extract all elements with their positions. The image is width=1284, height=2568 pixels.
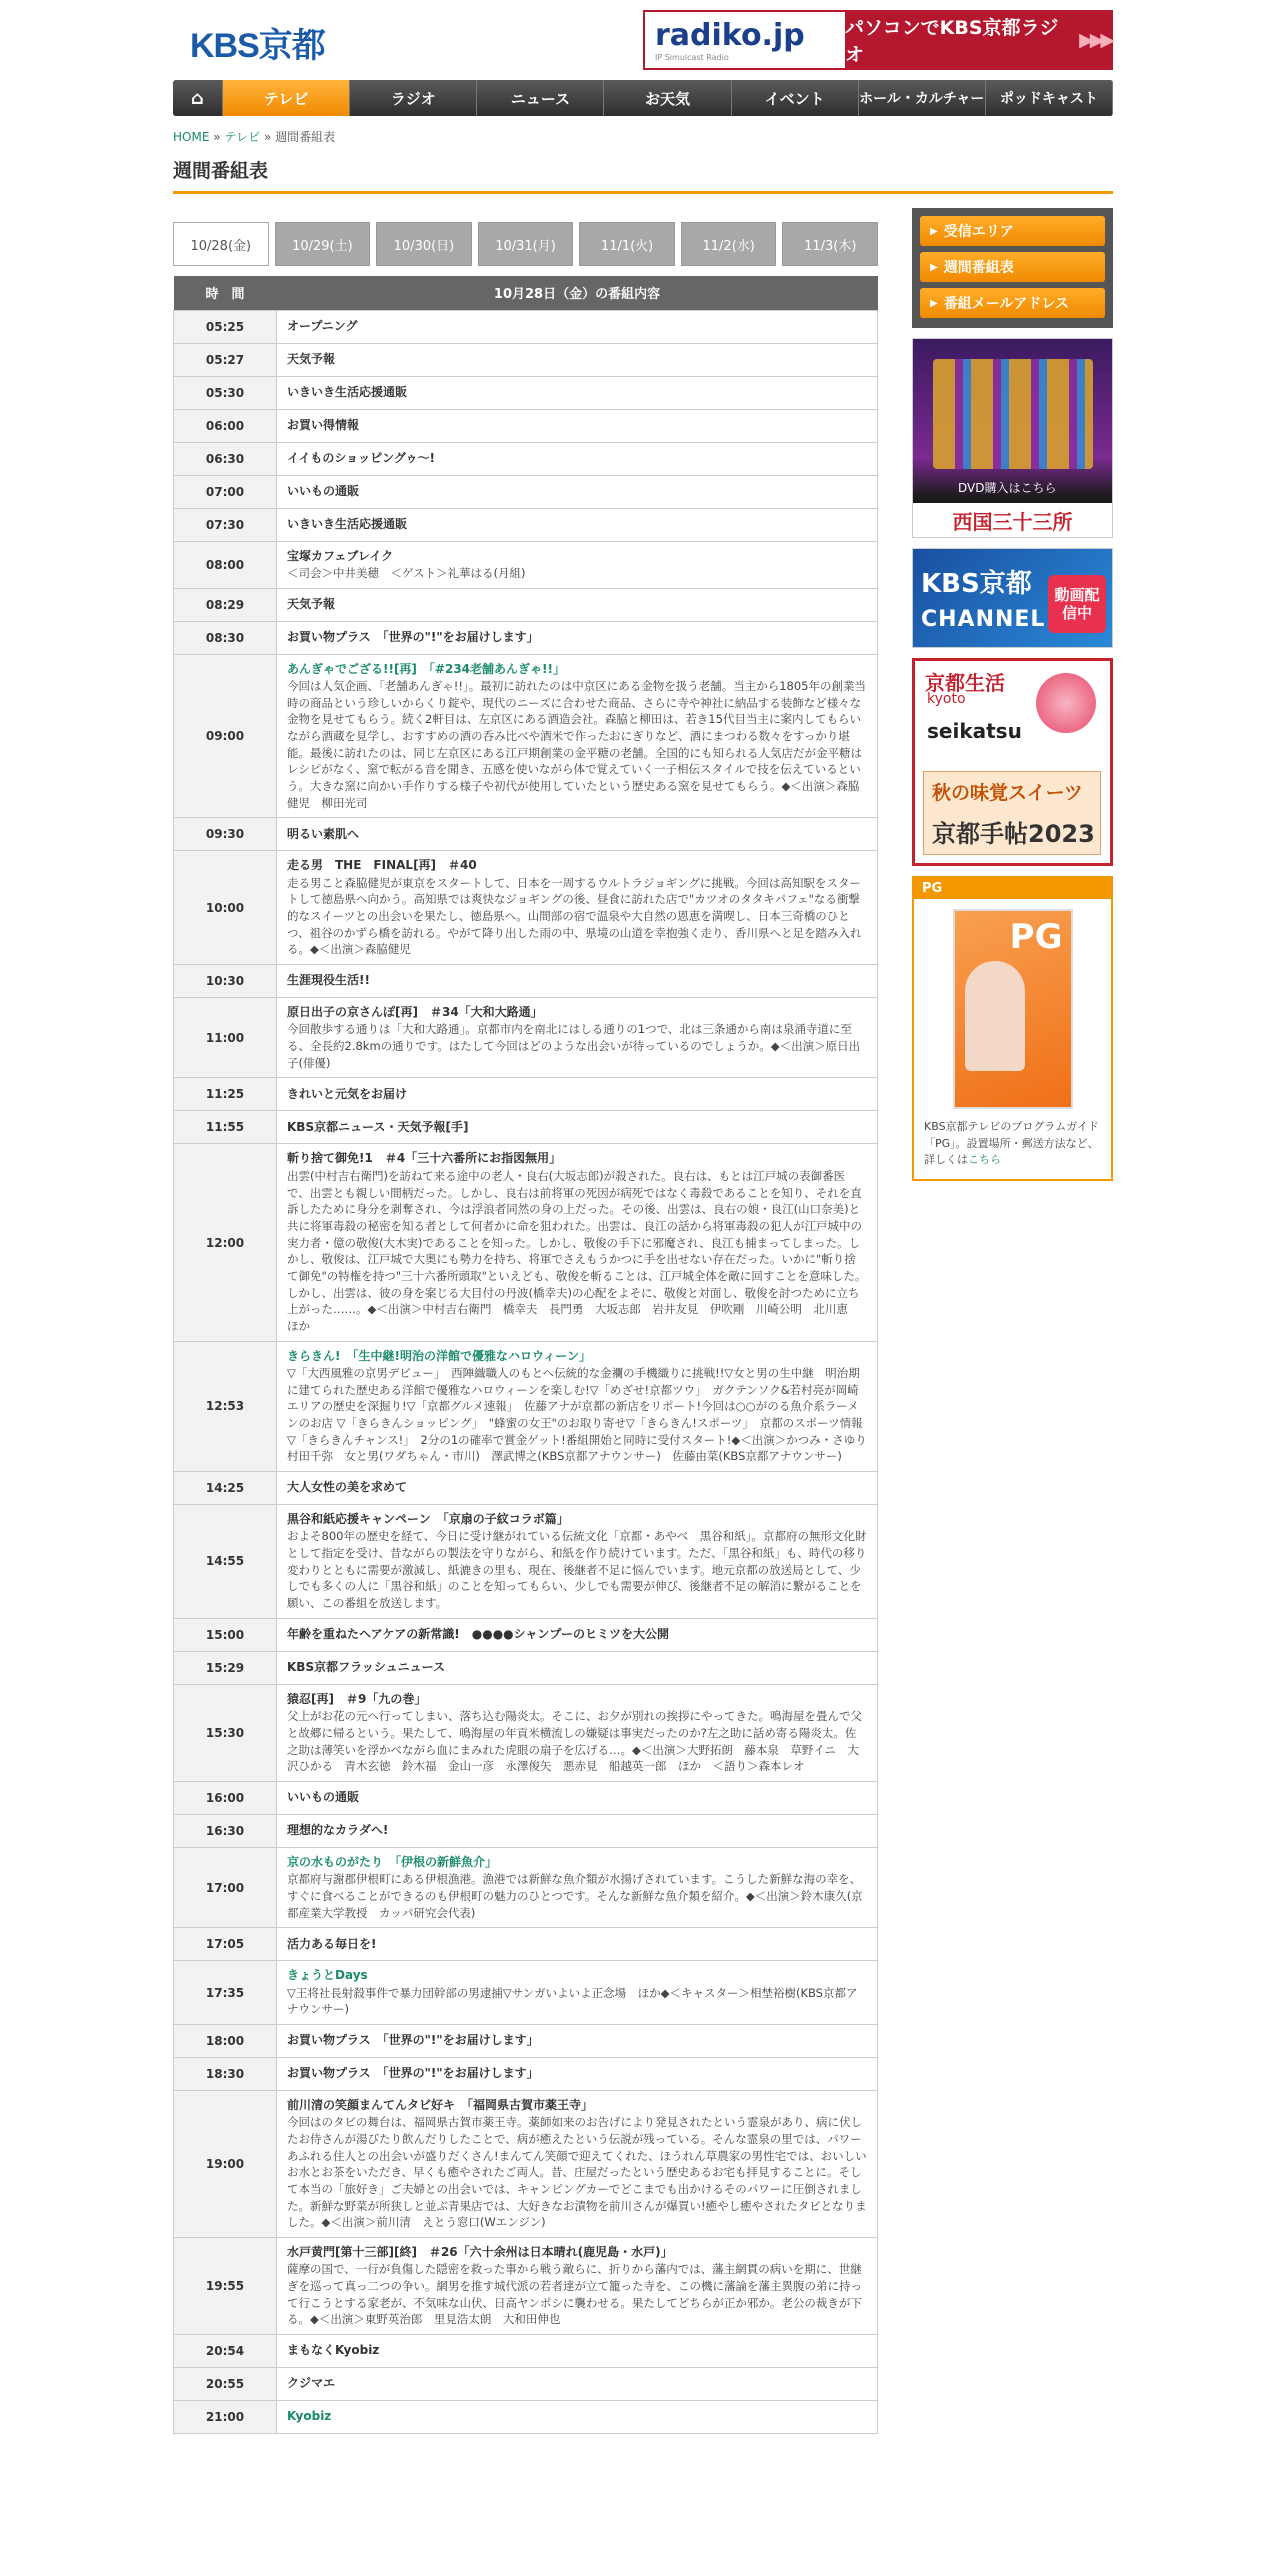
program-time: 06:00 (174, 409, 277, 442)
program-cell (277, 965, 878, 998)
nav-tv[interactable]: テレビ (223, 80, 350, 116)
program-time: 17:05 (174, 1928, 277, 1961)
program-cell (277, 2238, 878, 2335)
table-row (174, 1111, 878, 1144)
sidebar (912, 208, 1113, 1181)
date-tab[interactable]: 11/1(火) (579, 222, 675, 266)
program-cell (277, 1847, 878, 1927)
table-row (174, 588, 878, 621)
table-row (174, 508, 878, 541)
program-title[interactable]: 京の水ものがたり 「伊根の新鮮魚介」 (287, 1854, 498, 1869)
program-title: 走る男 THE FINAL[再] ＃40 (287, 858, 477, 873)
side-btn-label: 番組メールアドレス (943, 296, 1070, 312)
table-row (174, 376, 878, 409)
program-cell (277, 376, 878, 409)
program-time: 15:30 (174, 1684, 277, 1781)
weekly-schedule-button[interactable] (920, 252, 1105, 282)
radiko-logo (645, 12, 845, 68)
breadcrumb-tv[interactable]: テレビ (224, 130, 261, 144)
date-tab[interactable]: 10/29(土) (275, 222, 371, 266)
nav-hall-culture[interactable]: ホール・カルチャー (859, 80, 986, 116)
program-time: 07:30 (174, 508, 277, 541)
program-cell (277, 851, 878, 965)
program-title: きれいと元気をお届け (287, 1086, 408, 1101)
radiko-sub-text: IP Simulcast Radio (655, 53, 729, 62)
radiko-caption: パソコンでKBS京都ラジオ (845, 17, 1059, 66)
schedule-body (174, 310, 878, 2434)
date-tab[interactable]: 10/31(月) (478, 222, 574, 266)
breadcrumb-sep: » (260, 130, 276, 144)
table-row (174, 1814, 878, 1847)
program-title[interactable]: きらきん! 「生中継!明治の洋館で優雅なハロウィーン」 (287, 1348, 591, 1363)
program-description: 出雲(中村吉右衛門)を訪ねて来る途中の老人・良右(大坂志郎)が殺された。良右は、もとは江戸城の表御番医で、出雲とも親しい間柄だった。しかし、良右は前将軍の死因が病死ではなく毒殺であることを知り、それを直訴したために身分を剥奪され、今は浮浪者同然の身の上だった。その後、出雲は、良右の娘・良江(山口奈美)と共に将軍毒殺の秘密を知る者として何者かに命を狙われた。出雲は、良江の話から将軍毒殺の犯人が江戸城中の実力者・億の敬俊(大木実)であることを知った。しかし、敬俊の手下に邪魔され、良江も捕まってしまった。しかし、敬俊は、江戸城で大奥にも勢力を持ち、将軍でさえもうかつに手を出せない存在だった。いかに"斬り捨て御免"の特権を持つ"三十六番所頭取"といえども、敬俊を斬ることは、江戸城全体を敵に回すことを意味した。しかし、出雲は、彼の身を案じる大目付の丹波(橋幸夫)の心配をよそに、敬俊と対面し、敬俊を討つために立ち上がった……。◆＜出演＞中村吉右衛門 橋幸夫 長門勇 大坂志郎 岩井友見 伊吹剛 川崎公明 北川恵 ほか (287, 1168, 867, 1333)
program-time: 08:29 (174, 588, 277, 621)
kyoto-seikatsu-banner[interactable] (912, 658, 1113, 866)
channel-label: CHANNEL (921, 607, 1046, 632)
table-row (174, 2024, 878, 2057)
breadcrumb-home[interactable]: HOME (173, 130, 210, 144)
program-title: クジマエ (287, 2376, 336, 2391)
program-time: 10:00 (174, 851, 277, 965)
program-time: 19:00 (174, 2090, 277, 2237)
nav-radio[interactable]: ラジオ (350, 80, 477, 116)
program-cell (277, 654, 878, 818)
program-cell (277, 2057, 878, 2090)
program-title: 明るい素肌へ (287, 826, 360, 841)
date-tabs (173, 222, 878, 266)
program-title: 黒谷和紙応援キャンペーン 「京扇の子紋コラボ篇」 (287, 1512, 569, 1527)
program-cell (277, 818, 878, 851)
program-time: 11:25 (174, 1078, 277, 1111)
program-description: ▽王将社長射殺事件で暴力団幹部の男逮捕▽サンガいよいよ正念場 ほか◆＜キャスター＞相埜裕樹(KBS京都アナウンサー) (287, 1985, 858, 2017)
table-row (174, 2335, 878, 2368)
radiko-text (845, 12, 1111, 68)
program-cell (277, 1651, 878, 1684)
program-description: 走る男こと森脇健児が東京をスタートして、日本を一周するウルトラジョギングに挑戦。今回は高知駅をスタートして徳島県へ向かう。高知県では爽快なジョギングの後、昼食に訪れた店で"カツオのタタキパフェ"なる衝撃的なスイーツとの出会いを果たし、徳島県へ。山間部の宿で温泉や大自然の恩恵を満喫し、日本三奇橋のひとつ、祖谷のかずら橋を訪れる。やがて降り出した雨の中、県境の山道を幸抱強く走り、香川県へと足を踏み入れる。◆＜出演＞森脇健児 (287, 875, 862, 957)
table-row (174, 2090, 878, 2237)
reception-area-button[interactable] (920, 216, 1105, 246)
table-row (174, 475, 878, 508)
table-row (174, 1144, 878, 1341)
table-row (174, 851, 878, 965)
program-title: 斬り捨て御免!1 ＃4「三十六番所にお指図無用」 (287, 1151, 562, 1166)
table-row (174, 541, 878, 588)
program-cell (277, 2024, 878, 2057)
program-description: ▽「大西風雅の京男デビュー」 西陣織職人のもとへ伝統的な金襴の手機織りに挑戦!!▽女と男の生中継 明治期に建てられた歴史ある洋館で優雅なハロウィーンを楽しむ!▽「めざせ!京都ツウ」 ガクテンソク&若村亮が岡崎エリアの歴史を深掘り!▽「京都グルメ速報」 佐藤アナが京都の新店をリポート!今回は○○がのる魚介系ラーメンのお店 ▽「きらきんショッピング」 "蜂蜜の女王"のお取り寄せ▽「きらきん!スポーツ」 京都のスポーツ情報▽「きらきんチャンス!」 2分の1の確率で賞金ゲット!番組開始と同時に受付スタート!◆＜出演＞かつみ・さゆり 村田千弥 女と男(ワダちゃん・市川) 澤武博之(KBS京都アナウンサー) 佐藤由菜(KBS京都アナウンサー) (287, 1365, 879, 1464)
program-cell (277, 1684, 878, 1781)
program-cell (277, 1111, 878, 1144)
saigoku-name: 西国三十三所 (913, 503, 1112, 537)
table-row (174, 1781, 878, 1814)
program-title: お買い物プラス 「世界の"!"をお届けします」 (287, 629, 539, 644)
program-cell (277, 310, 878, 343)
triangle-right-icon: ▶ (930, 261, 938, 273)
program-title: いいもの通販 (287, 1790, 360, 1805)
program-time: 17:35 (174, 1961, 277, 2025)
program-cell (277, 1472, 878, 1505)
triangle-right-icon: ▶ (930, 297, 938, 309)
program-time: 18:00 (174, 2024, 277, 2057)
table-row (174, 1618, 878, 1651)
program-time: 12:00 (174, 1144, 277, 1341)
flower-icon (1036, 673, 1096, 733)
program-description: 今回はのタビの舞台は、福岡県古賀市薬王寺。薬師如来のお告げにより発見されたという霊泉があり、病に伏したお侍さんが湯びたり飲んだりしたことで、病が癒えたという伝説が残っている。そんな霊泉の里では、パワーあふれる住人との出会いが盛りだくさん!まんてん笑顔で迎えてくれた、ほうれん草農家の男性宅では、おいしいお水とお茶をいただき、早くも癒やされたご両人。昔、庄屋だったという歴史あるお宅も拝見することに。そして本当の「旅好き」ご夫婦との出会いでは、キャンピングカーでどこまでも出かけるそのパワーに圧倒されました。新鮮な野菜が所狭しと並ぶ青果店では、大好きなお漬物を前川さんが爆買い!癒やし癒やされたタビとなりました。◆＜出演＞前川清 えとう窓口(Wエンジン) (287, 2115, 867, 2230)
program-title: 天気予報 (287, 596, 336, 611)
program-description: 薩摩の国で、一行が負傷した隠密を救った事から戦う敵らに、折りから藩内では、藩主網貫の病いを期に、世継ぎを巡って真っ二つの争い。網男を推す城代派の若者達が立て籠った寺を、この機に藩論を藩主異腹の弟に持って行こうとする家老が、不気味な山伏、日高ヤンポシに襲わせる。果たしてどちらが正か邪か。老公の裁きが下る。◆＜出演＞東野英治郎 里見浩太朗 大和田伸也 (287, 2262, 862, 2327)
program-title: 水戸黄門[第十三部][終] ＃26「六十余州は日本晴れ(鹿児島・水戸)」 (287, 2245, 673, 2260)
program-cell (277, 343, 878, 376)
pg-text: KBS京都テレビのプログラムガイド「PG」。設置場所・郵送方法など、詳しくは (924, 1120, 1099, 1166)
pg-cover-logo: PG (1009, 917, 1063, 957)
program-cell (277, 1618, 878, 1651)
table-row (174, 1928, 878, 1961)
table-row (174, 343, 878, 376)
kbs-kyoto-logo[interactable]: KBS京都 (190, 27, 325, 65)
program-title: 理想的なカラダへ! (287, 1823, 389, 1838)
nav-news[interactable]: ニュース (477, 80, 604, 116)
program-cell (277, 2368, 878, 2401)
program-time: 06:30 (174, 442, 277, 475)
program-cell (277, 588, 878, 621)
table-row (174, 2238, 878, 2335)
table-row (174, 1684, 878, 1781)
pg-head: PG (914, 878, 1111, 899)
program-time: 05:27 (174, 343, 277, 376)
program-cell (277, 2401, 878, 2434)
schedule-table (173, 276, 878, 2434)
program-title: お買い物プラス 「世界の"!"をお届けします」 (287, 2033, 539, 2048)
global-nav (173, 80, 1113, 116)
date-tab[interactable]: 10/30(日) (376, 222, 472, 266)
table-row (174, 1341, 878, 1471)
sweets-title: 秋の味覚スイーツ (932, 782, 1083, 804)
program-description: およそ800年の歴史を経て、今日に受け継がれている伝統文化「京都・あやべ 黒谷和紙」。京都府の無形文化財として指定を受け、昔ながらの製法を守りながら、和紙を作り続けています。ただ、「黒谷和紙」も、時代の移り変わりとともに需要が激減し、紙漉きの里も、現在、後継者不足に悩んでいます。地元京都の放送局として、少しでも多くの人に「黒谷和紙」のことを知ってもらい、少しでも需要が伸び、後継者不足の解消に繋がることを願い、この番組を放送します。 (287, 1529, 867, 1611)
pg-guide-box (912, 876, 1113, 1181)
arrows-icon: ▶▶▶ (1079, 29, 1111, 51)
page-title: 週間番組表 (173, 156, 1113, 194)
saigoku-dvd-banner[interactable] (912, 338, 1113, 538)
program-time: 19:55 (174, 2238, 277, 2335)
table-row (174, 1078, 878, 1111)
program-cell (277, 508, 878, 541)
seikatsu-title: 京都生活 (925, 671, 1005, 695)
program-title: イイものショッピングゥ～! (287, 450, 436, 465)
program-cell (277, 2090, 878, 2237)
table-row (174, 2368, 878, 2401)
side-btn-label: 受信エリア (943, 224, 1014, 240)
table-row (174, 818, 878, 851)
table-row (174, 998, 878, 1078)
program-cell (277, 475, 878, 508)
program-cell (277, 1961, 878, 2025)
table-row (174, 965, 878, 998)
dvd-boxes-image (933, 359, 1093, 469)
radiko-logo-text: radiko.jp (655, 18, 805, 53)
program-cell (277, 621, 878, 654)
side-btn-label: 週間番組表 (943, 260, 1014, 276)
table-row (174, 654, 878, 818)
program-time: 14:25 (174, 1472, 277, 1505)
radiko-banner[interactable] (643, 10, 1113, 70)
program-time: 21:00 (174, 2401, 277, 2434)
program-title: 宝塚カフェブレイク (287, 548, 394, 563)
video-badge: 動画配信中 (1048, 575, 1106, 633)
program-cell (277, 1928, 878, 1961)
nav-podcast[interactable]: ポッドキャスト (986, 80, 1113, 116)
nav-event[interactable]: イベント (732, 80, 859, 116)
program-title: まもなくKyobiz (287, 2343, 380, 2358)
table-row (174, 1472, 878, 1505)
program-time: 20:55 (174, 2368, 277, 2401)
program-cell (277, 1781, 878, 1814)
table-row (174, 310, 878, 343)
dvd-caption: DVD購入はこちら (958, 481, 1057, 495)
breadcrumb-sep: » (209, 130, 225, 144)
program-cell (277, 1341, 878, 1471)
program-cell (277, 1078, 878, 1111)
program-title: お買い得情報 (287, 417, 360, 432)
program-time: 10:30 (174, 965, 277, 998)
program-time: 07:00 (174, 475, 277, 508)
program-time: 09:30 (174, 818, 277, 851)
program-cell (277, 998, 878, 1078)
home-icon: ⌂ (191, 87, 204, 109)
breadcrumb-current: 週間番組表 (275, 130, 336, 144)
program-time: 16:30 (174, 1814, 277, 1847)
side-menu (912, 208, 1113, 328)
program-cell (277, 1814, 878, 1847)
site-header (175, 8, 1113, 70)
program-title: いきいき生活応援通販 (287, 384, 408, 399)
pg-body (914, 899, 1111, 1179)
program-title: いいもの通販 (287, 483, 360, 498)
program-time: 11:55 (174, 1111, 277, 1144)
program-cell (277, 1505, 878, 1619)
program-description: 今回散歩する通りは「大和大路通」。京都市内を南北にはしる通りの1つで、北は三条通から南は泉涌寺道に至る、全長約2.8kmの通りです。はたして今回はどのような出会いが待っているのでしょうか。◆＜出演＞原日出子(俳優) (287, 1022, 861, 1070)
table-row (174, 621, 878, 654)
program-time: 08:00 (174, 541, 277, 588)
program-description: 父上がお花の元へ行ってしまい、落ち込む陽炎太。そこに、お夕が別れの挨拶にやってきた。鳴海屋を畳んで父と故郷に帰るという。果たして、鳴海屋の年貢米横流しの嫌疑は事実だったのか?左之助に話め寄る陽炎太。佐之助は薄笑いを浮かべながら血にまみれた虎眼の扇子を広げる…。◆＜出演＞大野拓朗 藤本泉 草野イニ 大沢ひかる 青木玄徳 鈴木福 金山一彦 永澤俊矢 悪赤見 船越英一郎 ほか ＜語り＞森本レオ (287, 1709, 862, 1774)
program-title[interactable]: Kyobiz (287, 2409, 332, 2424)
program-cell (277, 1144, 878, 1341)
program-title: いきいき生活応援通販 (287, 516, 408, 531)
program-cell (277, 2335, 878, 2368)
program-cell (277, 541, 878, 588)
program-time: 14:55 (174, 1505, 277, 1619)
triangle-right-icon: ▶ (930, 225, 938, 237)
program-time: 18:30 (174, 2057, 277, 2090)
pg-cover-image[interactable] (953, 909, 1073, 1109)
program-title[interactable]: あんぎゃでござる!![再] 「#234老舗あんぎゃ!!」 (287, 661, 565, 676)
program-description: ＜司会＞中井美穂 ＜ゲスト＞礼華はる(月組) (287, 565, 526, 580)
nav-home-button[interactable] (173, 80, 223, 116)
program-time: 20:54 (174, 2335, 277, 2368)
program-title: KBS京都ニュース・天気予報[手] (287, 1119, 469, 1134)
program-title: 生涯現役生活!! (287, 973, 370, 988)
table-row (174, 442, 878, 475)
program-time: 11:00 (174, 998, 277, 1078)
program-title: 猿忍[再] ＃9「九の巻」 (287, 1691, 427, 1706)
table-row (174, 1961, 878, 2025)
date-tab[interactable]: 11/2(水) (681, 222, 777, 266)
program-time: 09:00 (174, 654, 277, 818)
kbs-channel-banner[interactable] (912, 548, 1113, 648)
table-row (174, 1847, 878, 1927)
program-title: オープニング (287, 318, 358, 333)
pg-link[interactable]: こちら (968, 1153, 1001, 1166)
seikatsu-word: seikatsu (927, 719, 1022, 743)
program-title: お買い物プラス 「世界の"!"をお届けします」 (287, 2066, 539, 2081)
program-title: 前川清の笑顔まんてんタビ好キ 「福岡県古賀市薬王寺」 (287, 2097, 594, 2112)
nav-weather[interactable]: お天気 (604, 80, 731, 116)
program-cell (277, 442, 878, 475)
table-row (174, 2401, 878, 2434)
breadcrumb (173, 128, 335, 145)
program-mail-button[interactable] (920, 288, 1105, 318)
col-header-time: 時 間 (174, 276, 277, 310)
program-time: 15:00 (174, 1618, 277, 1651)
techo-title: 京都手帖2023 (932, 820, 1095, 848)
seikatsu-kyoto: kyoto (927, 691, 966, 707)
cover-photo (965, 961, 1025, 1071)
program-time: 05:30 (174, 376, 277, 409)
table-row (174, 1651, 878, 1684)
program-title: 天気予報 (287, 351, 336, 366)
program-time: 17:00 (174, 1847, 277, 1927)
program-cell (277, 409, 878, 442)
program-title: 活力ある毎日を! (287, 1936, 377, 1951)
table-row (174, 409, 878, 442)
program-title: 大人女性の美を求めて (287, 1480, 408, 1495)
program-title[interactable]: きょうとDays (287, 1968, 368, 1983)
date-tab[interactable]: 11/3(木) (782, 222, 878, 266)
program-time: 08:30 (174, 621, 277, 654)
date-tab[interactable]: 10/28(金) (173, 222, 269, 266)
program-description: 今回は人気企画、「老舗あんぎゃ!!」。最初に訪れたのは中京区にある金物を扱う老舗。当主から1805年の創業当時の商品という珍しいからくり錠や、現代のニーズに合わせた商品、さらに寺や神社に納品する装飾など様々な金物を見せてもらう。続く2軒目は、左京区にある酒造会社。森脇と柳田は、若き15代目当主に案内してもらいながら酒蔵を見学し、おすすめの酒の呑み比べや酒米で作ったおにぎりなど、酒にまつわる数々をすっかり堪能。最後に訪れたのは、同じ左京区にある江戸期創業の金平糖の老舗。全国的にも知られる人気店だが金平糖はレシピがなく、窯で転がる音を聞き、五感を使いながら体で覚えていく一子相伝スタイルで技を伝えているという。大きな窯に向かい手作りする様子や初代が使用していたという歴史ある窯を見せてもらう。◆＜出演＞森脇健児 柳田光司 (287, 678, 866, 810)
program-title: KBS京都フラッシュニュース (287, 1660, 446, 1675)
program-time: 05:25 (174, 310, 277, 343)
program-time: 15:29 (174, 1651, 277, 1684)
col-header-content: 10月28日（金）の番組内容 (277, 276, 878, 310)
program-title: 年齢を重ねたヘアケアの新常識! ●●●●シャンプーのヒミツを大公開 (287, 1627, 670, 1642)
program-title: 原日出子の京さんぽ[再] ＃34「大和大路通」 (287, 1005, 543, 1020)
program-time: 16:00 (174, 1781, 277, 1814)
table-row (174, 2057, 878, 2090)
sweets-techo (923, 771, 1101, 855)
program-description: 京都府与謝郡伊根町にある伊根漁港。漁港では新鮮な魚介類が水揚げされています。こうした新鮮な海の幸を、すぐに食べることができるのも伊根町の魅力のひとつです。そんな新鮮な魚介類を紹介。◆＜出演＞鈴木康久(京都産業大学教授 カッパ研究会代表) (287, 1872, 863, 1920)
channel-logo: KBS京都 (921, 569, 1032, 599)
program-time: 12:53 (174, 1341, 277, 1471)
table-row (174, 1505, 878, 1619)
pg-description (924, 1119, 1101, 1169)
